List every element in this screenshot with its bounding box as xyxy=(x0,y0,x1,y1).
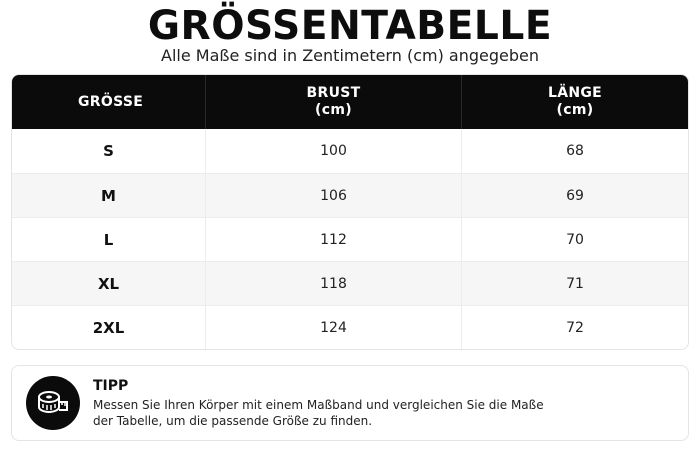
column-header-size xyxy=(12,75,205,129)
size-cell: XL xyxy=(97,274,120,293)
table-row xyxy=(12,305,688,349)
chest-cell: 124 xyxy=(205,306,461,349)
chest-cell: 106 xyxy=(205,174,461,217)
size-table xyxy=(11,74,689,350)
table-body xyxy=(12,129,688,349)
length-cell: 70 xyxy=(461,218,688,261)
table-row xyxy=(12,217,688,261)
size-cell: L xyxy=(103,230,114,249)
chest-cell: 100 xyxy=(205,129,461,173)
page-subtitle: Alle Maße sind in Zentimetern (cm) angegeben xyxy=(161,46,539,65)
length-cell: 68 xyxy=(461,129,688,173)
length-cell: 72 xyxy=(461,306,688,349)
table-header xyxy=(12,75,688,129)
measuring-tape-icon xyxy=(26,376,80,430)
size-cell: S xyxy=(103,142,114,160)
tip-text: Messen Sie Ihren Körper mit einem Maßband und vergleichen Sie die Maße der Tabelle, um die passende Größe zu finden. xyxy=(93,398,544,428)
column-header-length-unit: (cm) xyxy=(556,102,594,118)
length-cell: 71 xyxy=(461,262,688,305)
chest-cell: 118 xyxy=(205,262,461,305)
column-header-chest-unit: (cm) xyxy=(315,102,352,118)
column-header-size-label: GRÖSSE xyxy=(78,93,144,110)
table-row xyxy=(12,129,688,173)
tip-title: TIPP xyxy=(93,378,129,394)
size-cell: 2XL xyxy=(92,318,125,337)
page-title: GRÖSSENTABELLE xyxy=(147,3,553,49)
column-header-chest xyxy=(205,75,461,129)
column-header-length xyxy=(461,75,688,129)
table-row xyxy=(12,261,688,305)
column-header-chest-label: BRUST xyxy=(306,85,361,101)
column-header-length-label: LÄNGE xyxy=(547,85,603,101)
length-cell: 69 xyxy=(461,174,688,217)
size-cell: M xyxy=(101,186,116,205)
chest-cell: 112 xyxy=(205,218,461,261)
table-row xyxy=(12,173,688,217)
tip-box xyxy=(11,365,689,441)
